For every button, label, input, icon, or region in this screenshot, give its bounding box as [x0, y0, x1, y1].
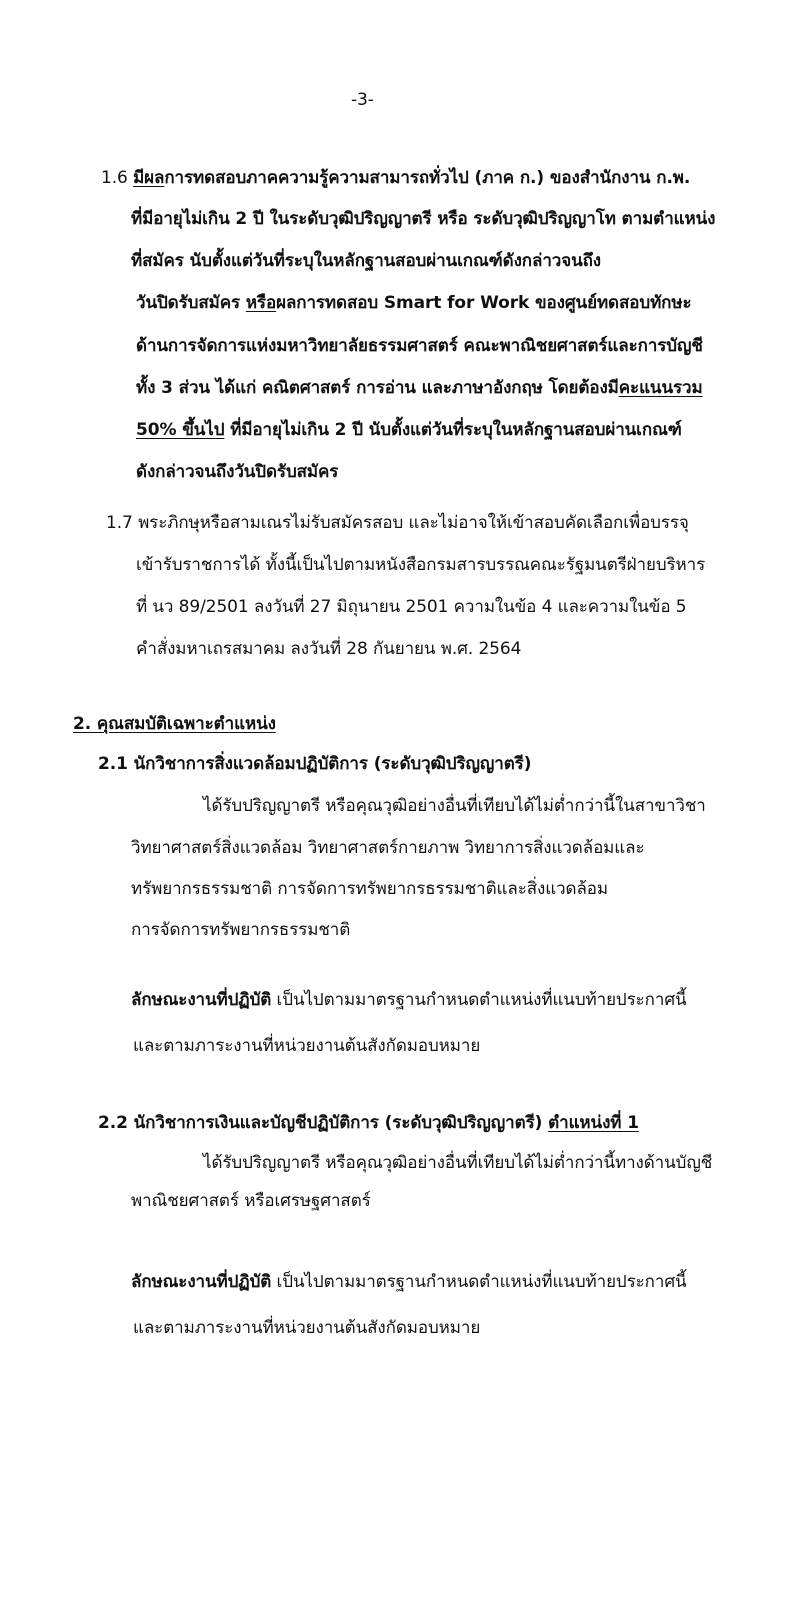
text-segment: วันปิดรับสมัคร [136, 293, 246, 313]
item-1-7-line-3: ที่ นว 89/2501 ลงวันที่ 27 มิถุนายน 2501 ความในข้อ 4 และความในข้อ 5 [136, 597, 687, 617]
item-1-6-line-5: ด้านการจัดการแห่งมหาวิทยาลัยธรรมศาสตร์ คณะพาณิชยศาสตร์และการบัญชี [136, 336, 703, 356]
item-2-2-work-line-2: และตามภาระงานที่หน่วยงานต้นสังกัดมอบหมาย [133, 1318, 481, 1338]
text-segment: ทั้ง 3 ส่วน ได้แก่ คณิตศาสตร์ การอ่าน และภาษาอังกฤษ โดยต้องมี [136, 378, 619, 398]
item-1-6-line-6 [136, 376, 703, 400]
emphasis-text: หรือ [245, 293, 277, 313]
emphasis-text: 50% ขึ้นไป [136, 420, 225, 440]
section-2-heading: 2. คุณสมบัติเฉพาะตำแหน่ง [73, 714, 276, 734]
item-2-1-work-line-1 [131, 988, 687, 1012]
item-2-1-line-4: การจัดการทรัพยากรธรรมชาติ [131, 920, 351, 940]
item-1-6-line-4 [136, 291, 692, 315]
item-1-6-line-8: ดังกล่าวจนถึงวันปิดรับสมัคร [136, 462, 339, 482]
emphasis-text: คะแนนรวม [618, 378, 703, 398]
item-1-7-line-1 [106, 511, 689, 535]
item-2-1-line-1: ได้รับปริญญาตรี หรือคุณวุฒิอย่างอื่นที่เทียบได้ไม่ต่ำกว่านี้ในสาขาวิชา [203, 796, 706, 816]
text-segment: เป็นไปตามมาตรฐานกำหนดตำแหน่งที่แนบท้ายประกาศนี้ [271, 990, 687, 1010]
page-number: -3- [351, 90, 374, 110]
emphasis-text: มีผล [133, 168, 165, 188]
text-segment: ที่มีอายุไม่เกิน 2 ปี นับตั้งแต่วันที่ระบุในหลักฐานสอบผ่านเกณฑ์ [224, 420, 682, 440]
item-2-2-line-2: พาณิชยศาสตร์ หรือเศรษฐศาสตร์ [131, 1191, 371, 1211]
item-1-7-line-4: คำสั่งมหาเถรสมาคม ลงวันที่ 28 กันยายน พ.ศ. 2564 [136, 639, 522, 659]
text-segment: ผลการทดสอบ Smart for Work ของศูนย์ทดสอบทักษะ [276, 293, 692, 313]
text-segment: 2.2 นักวิชาการเงินและบัญชีปฏิบัติการ (ระดับวุฒิปริญญาตรี) [98, 1113, 549, 1133]
item-2-2-title [98, 1111, 639, 1135]
item-1-6-line-3: ที่สมัคร นับตั้งแต่วันที่ระบุในหลักฐานสอบผ่านเกณฑ์ดังกล่าวจนถึง [131, 251, 601, 271]
item-1-6-line-1 [101, 166, 690, 190]
item-2-1-work-line-2: และตามภาระงานที่หน่วยงานต้นสังกัดมอบหมาย [133, 1036, 481, 1056]
text-segment: พระภิกษุหรือสามเณรไม่รับสมัครสอบ และไม่อาจให้เข้าสอบคัดเลือกเพื่อบรรจุ [138, 513, 689, 533]
item-1-7-line-2: เข้ารับราชการได้ ทั้งนี้เป็นไปตามหนังสือกรมสารบรรณคณะรัฐมนตรีฝ่ายบริหาร [136, 555, 706, 575]
position-number: ตำแหน่งที่ 1 [548, 1113, 639, 1133]
item-1-6-line-2: ที่มีอายุไม่เกิน 2 ปี ในระดับวุฒิปริญญาตรี หรือ ระดับวุฒิปริญญาโท ตามตำแหน่ง [131, 209, 716, 229]
item-2-1-line-2: วิทยาศาสตร์สิ่งแวดล้อม วิทยาศาสตร์กายภาพ วิทยาการสิ่งแวดล้อมและ [131, 838, 645, 858]
item-2-2-line-1: ได้รับปริญญาตรี หรือคุณวุฒิอย่างอื่นที่เทียบได้ไม่ต่ำกว่านี้ทางด้านบัญชี [203, 1153, 713, 1173]
bold-text: การทดสอบภาคความรู้ความสามารถทั่วไป (ภาค ก.) ของสำนักงาน ก.พ. [164, 168, 691, 188]
item-2-1-title: 2.1 นักวิชาการสิ่งแวดล้อมปฏิบัติการ (ระดับวุฒิปริญญาตรี) [98, 754, 532, 774]
item-number: 1.7 [106, 513, 133, 533]
work-label: ลักษณะงานที่ปฏิบัติ [131, 1272, 272, 1292]
item-2-2-work-line-1 [131, 1270, 687, 1294]
item-1-6-line-7 [136, 418, 682, 442]
text-segment: เป็นไปตามมาตรฐานกำหนดตำแหน่งที่แนบท้ายประกาศนี้ [271, 1272, 687, 1292]
item-2-1-line-3: ทรัพยากรธรรมชาติ การจัดการทรัพยากรธรรมชาติและสิ่งแวดล้อม [131, 879, 608, 899]
item-number: 1.6 [101, 168, 128, 188]
work-label: ลักษณะงานที่ปฏิบัติ [131, 990, 272, 1010]
